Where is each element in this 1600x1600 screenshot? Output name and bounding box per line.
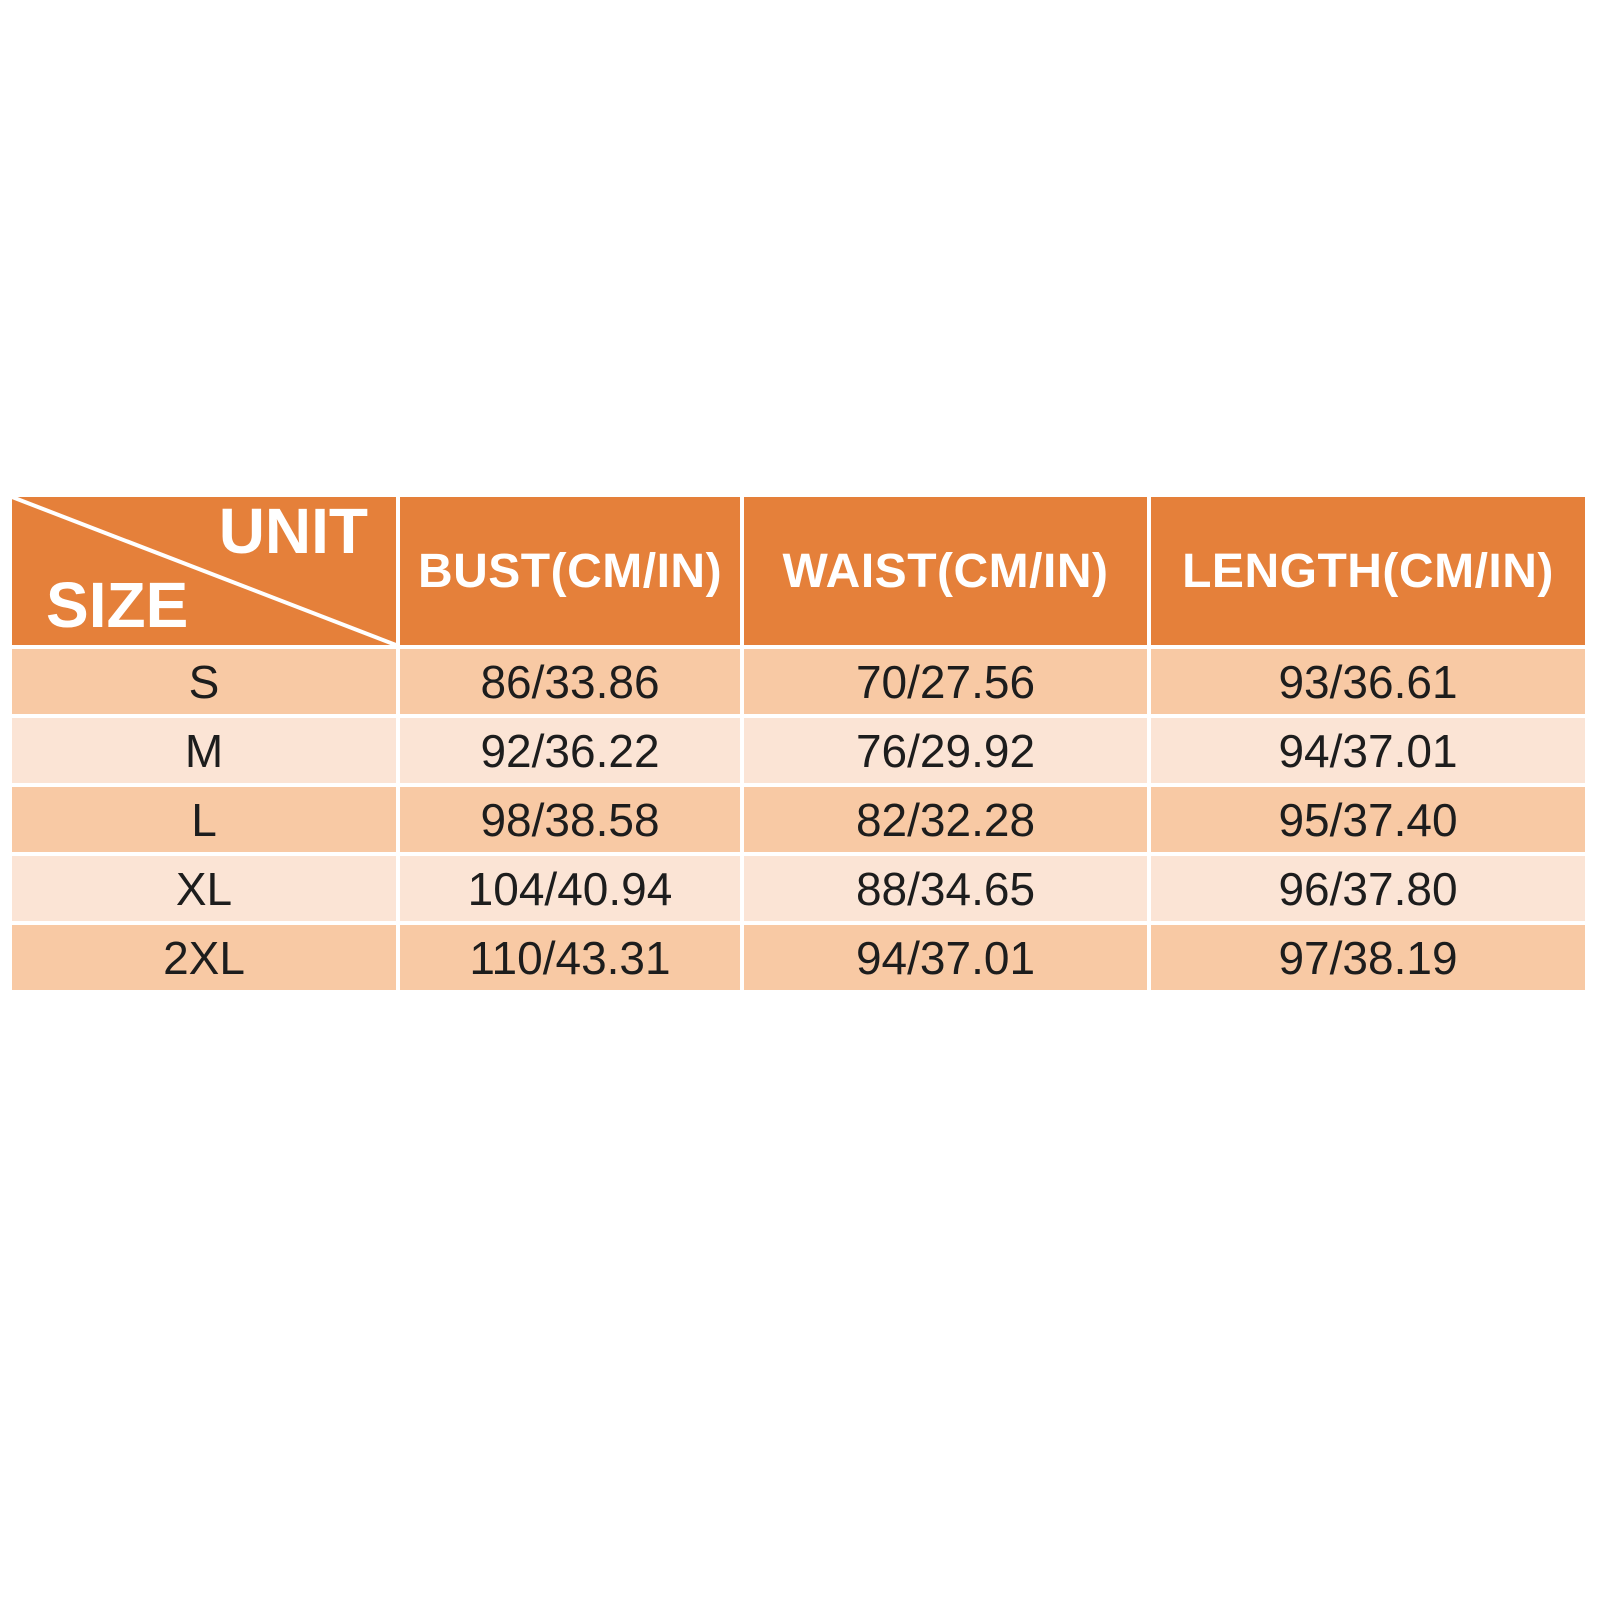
size-label: SIZE bbox=[46, 569, 189, 641]
waist-cell: 94/37.01 bbox=[744, 925, 1147, 990]
bust-cell: 92/36.22 bbox=[400, 718, 740, 783]
column-header-bust: BUST(CM/IN) bbox=[400, 497, 740, 645]
length-cell: 94/37.01 bbox=[1151, 718, 1585, 783]
length-cell: 96/37.80 bbox=[1151, 856, 1585, 921]
bust-cell: 86/33.86 bbox=[400, 649, 740, 714]
waist-cell: 82/32.28 bbox=[744, 787, 1147, 852]
corner-header-cell bbox=[12, 497, 396, 645]
bust-cell: 110/43.31 bbox=[400, 925, 740, 990]
unit-label: UNIT bbox=[218, 497, 368, 567]
waist-cell: 88/34.65 bbox=[744, 856, 1147, 921]
size-cell: L bbox=[12, 787, 396, 852]
column-header-waist: WAIST(CM/IN) bbox=[744, 497, 1147, 645]
waist-cell: 76/29.92 bbox=[744, 718, 1147, 783]
bust-cell: 104/40.94 bbox=[400, 856, 740, 921]
length-cell: 93/36.61 bbox=[1151, 649, 1585, 714]
size-cell: 2XL bbox=[12, 925, 396, 990]
waist-cell: 70/27.56 bbox=[744, 649, 1147, 714]
size-cell: M bbox=[12, 718, 396, 783]
bust-cell: 98/38.58 bbox=[400, 787, 740, 852]
size-chart-table bbox=[12, 497, 1585, 990]
size-cell: XL bbox=[12, 856, 396, 921]
column-header-length: LENGTH(CM/IN) bbox=[1151, 497, 1585, 645]
length-cell: 97/38.19 bbox=[1151, 925, 1585, 990]
size-cell: S bbox=[12, 649, 396, 714]
length-cell: 95/37.40 bbox=[1151, 787, 1585, 852]
